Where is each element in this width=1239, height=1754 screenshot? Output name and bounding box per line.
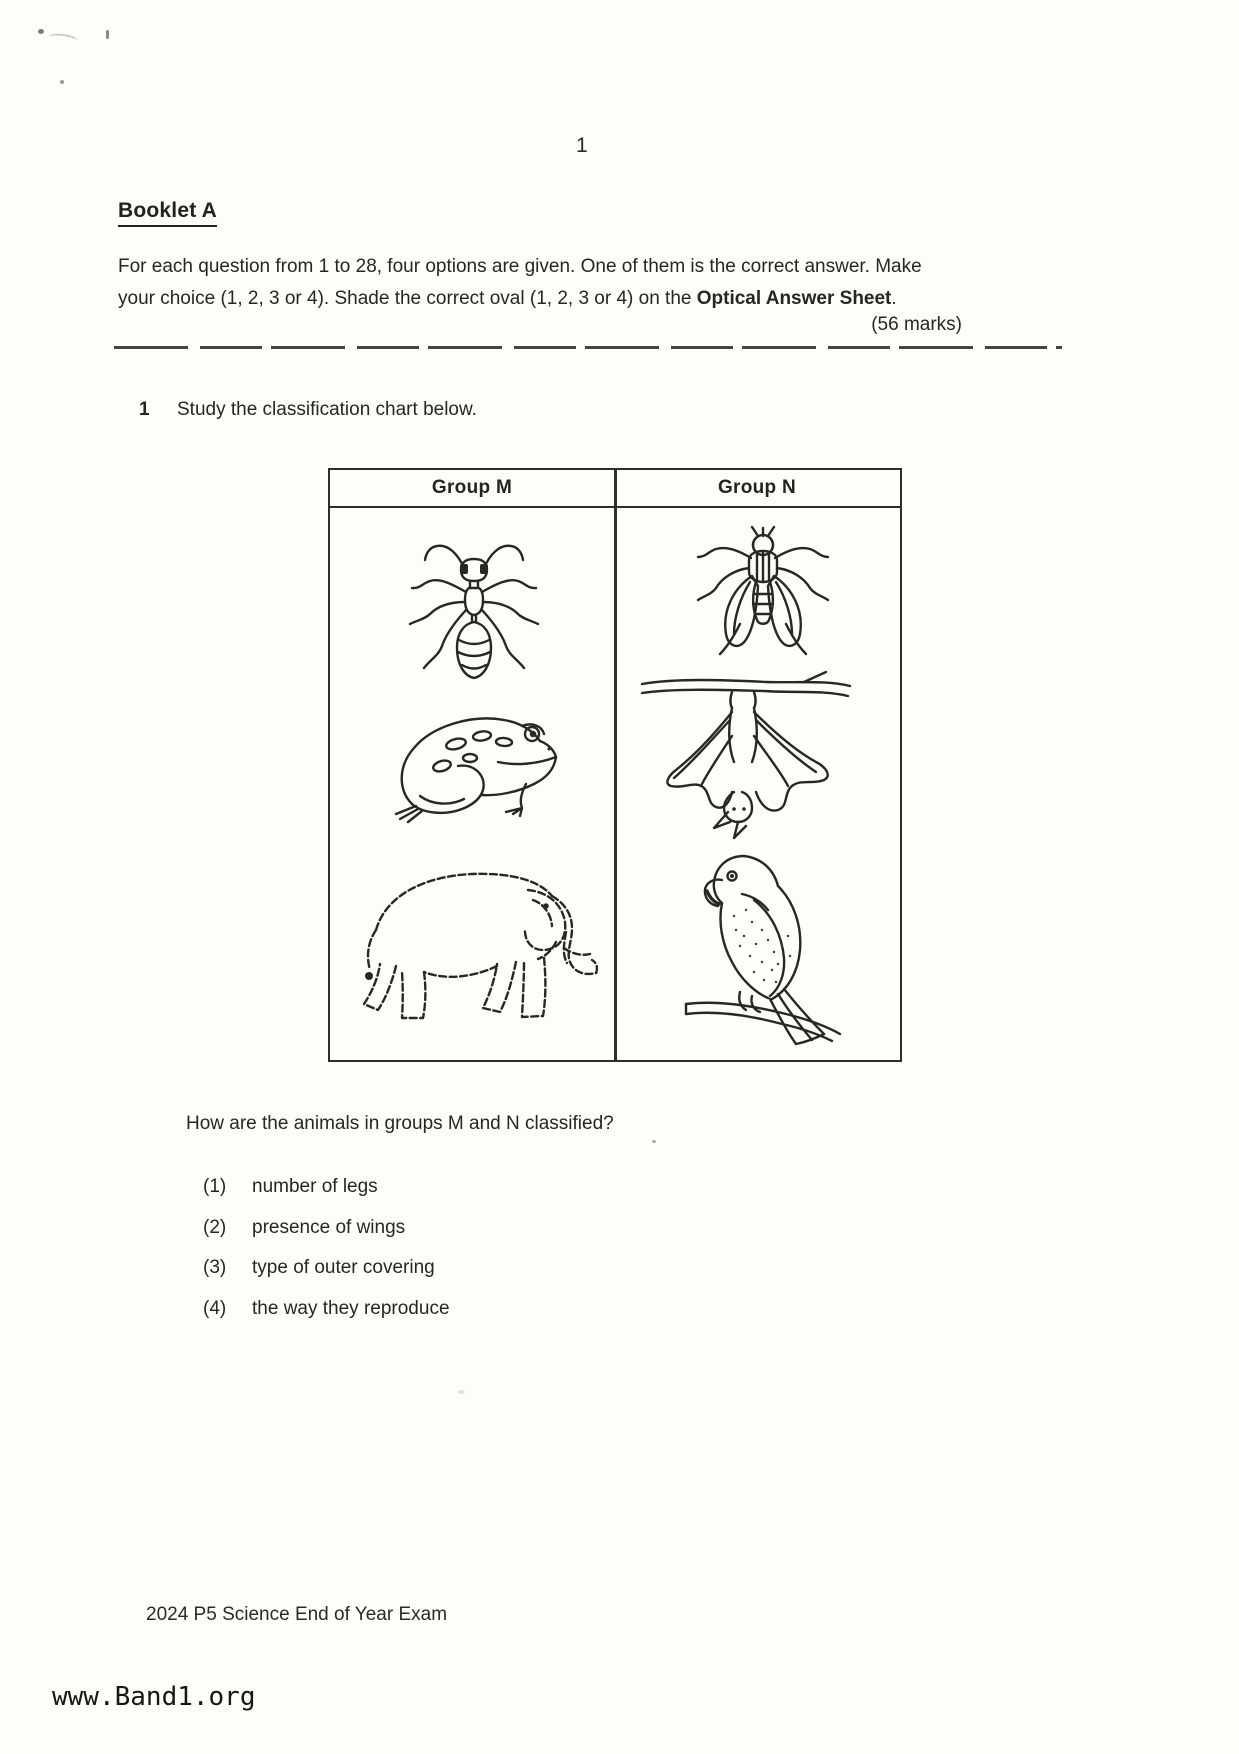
scan-artifact [38, 29, 44, 34]
option-1-label: (1) [203, 1176, 227, 1197]
site-watermark: www.Band1.org [52, 1682, 256, 1712]
scan-artifact [48, 32, 79, 46]
footer-exam-title: 2024 P5 Science End of Year Exam [146, 1604, 448, 1625]
option-3-text: type of outer covering [252, 1257, 435, 1278]
option-1 [203, 1176, 450, 1198]
section-divider-line [114, 346, 1062, 349]
scan-artifact [60, 80, 64, 84]
classification-chart-table [328, 468, 902, 1062]
question-stem: How are the animals in groups M and N classified? [186, 1113, 614, 1134]
option-1-text: number of legs [252, 1176, 378, 1197]
page-number: 1 [576, 134, 588, 157]
instructions-line-2-post: . [891, 288, 897, 309]
option-2-text: presence of wings [252, 1216, 406, 1238]
instructions-line-1: For each question from 1 to 28, four options are given. One of them is the correct answer. Make [118, 256, 922, 277]
scan-artifact [458, 1390, 465, 1394]
elephant-illustration [340, 846, 606, 1044]
bat-illustration [636, 666, 856, 844]
question-prompt: Study the classification chart below. [177, 399, 477, 420]
housefly-illustration [688, 524, 838, 662]
option-4-label: (4) [203, 1297, 227, 1319]
instructions [118, 251, 922, 315]
ant-illustration [400, 534, 548, 690]
marks-label: (56 marks) [871, 314, 962, 335]
frog-illustration [386, 692, 568, 824]
option-3-label: (3) [203, 1257, 227, 1278]
group-n-header: Group N [717, 477, 797, 498]
scan-artifact [652, 1140, 656, 1143]
options-list [203, 1176, 450, 1338]
option-2 [203, 1217, 450, 1239]
instructions-line-2-pre: your choice (1, 2, 3 or 4). Shade the correct oval (1, 2, 3 or 4) on the [118, 288, 697, 309]
option-4-text: the way they reproduce [252, 1297, 450, 1319]
question-number: 1 [139, 399, 150, 420]
parrot-illustration [682, 842, 842, 1068]
scan-artifact [106, 30, 109, 39]
option-3 [203, 1257, 450, 1279]
booklet-title: Booklet A [118, 199, 217, 227]
option-2-label: (2) [203, 1216, 227, 1238]
option-4 [203, 1298, 450, 1320]
optical-answer-sheet-bold: Optical Answer Sheet [696, 288, 892, 309]
instructions-line-2 [118, 283, 922, 315]
group-m-header: Group M [431, 477, 513, 498]
column-divider [614, 470, 617, 1060]
